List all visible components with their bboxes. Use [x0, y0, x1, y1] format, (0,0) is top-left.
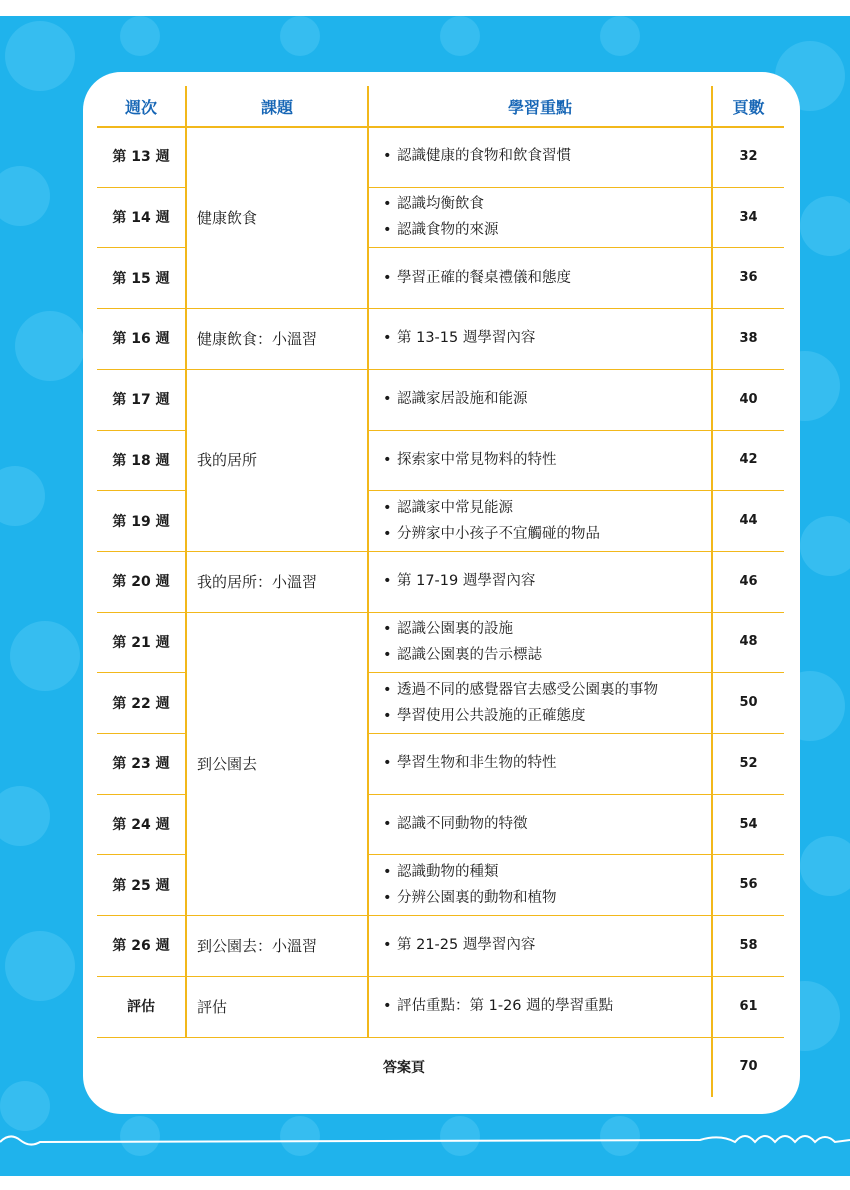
background-flower: [800, 196, 850, 256]
focus-item: • 認識公園裏的設施: [383, 616, 513, 642]
page-number: 48: [739, 634, 758, 650]
week-cell: 第 24 週: [112, 817, 170, 834]
focus-item: • 探索家中常見物料的特性: [383, 447, 557, 473]
topic-cell: 健康飲食：小溫習: [197, 329, 318, 348]
week-cell: 第 19 週: [112, 513, 170, 530]
week-cell: 第 18 週: [112, 452, 170, 469]
page-number: 46: [739, 573, 758, 589]
background-flower: [600, 16, 640, 56]
focus-item: • 認識動物的種類: [383, 859, 499, 885]
focus-item: • 學習使用公共設施的正確態度: [383, 703, 586, 729]
header-topic: 課題: [260, 97, 293, 117]
focus-cell: [369, 551, 711, 612]
page-number: 44: [739, 513, 758, 529]
week-cell: 第 16 週: [112, 331, 170, 348]
page-number: 38: [739, 330, 758, 346]
background-flower: [0, 466, 45, 526]
focus-cell: [369, 854, 711, 915]
topic-cell: 我的居所：小溫習: [197, 572, 318, 591]
focus-cell: [369, 490, 711, 551]
topic-cell: 到公園去：小溫習: [197, 936, 318, 955]
column-rule: [367, 86, 369, 1037]
top-margin: [0, 0, 850, 16]
page-number: 56: [739, 877, 758, 893]
focus-item: • 認識家中常見能源: [383, 495, 513, 521]
topic-cell: 到公園去: [197, 754, 258, 773]
focus-cell: [369, 430, 711, 491]
week-cell: 第 20 週: [112, 574, 170, 591]
answer-page-label: 答案頁: [383, 1059, 425, 1076]
focus-item: • 學習生物和非生物的特性: [383, 750, 557, 776]
focus-item: • 第 21-25 週學習內容: [383, 932, 535, 958]
week-cell: 評估: [127, 999, 155, 1016]
focus-item: • 認識健康的食物和飲食習慣: [383, 143, 571, 169]
page-number: 50: [739, 695, 758, 711]
page-number: 54: [739, 816, 758, 832]
focus-cell: [369, 794, 711, 855]
decorative-wave: [0, 1122, 850, 1152]
header-page: 頁數: [732, 97, 765, 117]
column-rule: [711, 86, 713, 1097]
background-flower: [800, 516, 850, 576]
page-number: 58: [739, 937, 758, 953]
page-number: 40: [739, 391, 758, 407]
focus-item: • 分辨家中小孩子不宜觸碰的物品: [383, 521, 600, 547]
focus-item: • 透過不同的感覺器官去感受公園裏的事物: [383, 677, 658, 703]
bottom-margin: [0, 1176, 850, 1190]
background-flower: [5, 21, 75, 91]
week-cell: 第 25 週: [112, 877, 170, 894]
focus-item: • 學習正確的餐桌禮儀和態度: [383, 265, 571, 291]
header-focus: 學習重點: [507, 97, 572, 117]
background-flower: [5, 931, 75, 1001]
background-flower: [800, 836, 850, 896]
column-rule: [185, 86, 187, 1037]
focus-item: • 認識不同動物的特徵: [383, 811, 528, 837]
week-cell: 第 21 週: [112, 634, 170, 651]
focus-cell: [369, 187, 711, 248]
background-flower: [15, 311, 85, 381]
week-cell: 第 26 週: [112, 938, 170, 955]
focus-item: • 認識家居設施和能源: [383, 386, 528, 412]
page-number: 52: [739, 755, 758, 771]
week-cell: 第 17 週: [112, 392, 170, 409]
focus-cell: [369, 733, 711, 794]
focus-item: • 第 13-15 週學習內容: [383, 325, 535, 351]
week-cell: 第 14 週: [112, 210, 170, 227]
focus-cell: [369, 247, 711, 308]
header-week: 週次: [124, 97, 157, 117]
week-cell: 第 23 週: [112, 756, 170, 773]
topic-cell: 健康飲食: [197, 208, 258, 227]
focus-cell: [369, 612, 711, 673]
focus-item: • 分辨公園裏的動物和植物: [383, 885, 557, 911]
week-cell: 第 22 週: [112, 695, 170, 712]
focus-item: • 認識均衡飲食: [383, 191, 484, 217]
background-flower: [120, 16, 160, 56]
page-number: 32: [739, 148, 758, 164]
topic-cell: 評估: [197, 997, 228, 1016]
background-flower: [10, 621, 80, 691]
focus-cell: [369, 976, 711, 1037]
focus-cell: [369, 915, 711, 976]
focus-item: • 認識公園裏的告示標誌: [383, 642, 542, 668]
page-number: 34: [739, 209, 758, 225]
focus-cell: [369, 126, 711, 187]
focus-cell: [369, 369, 711, 430]
background-flower: [280, 16, 320, 56]
focus-item: • 認識食物的來源: [383, 217, 499, 243]
background-flower: [0, 786, 50, 846]
focus-cell: [369, 672, 711, 733]
background-flower: [440, 16, 480, 56]
focus-item: • 評估重點：第 1-26 週的學習重點: [383, 993, 613, 1019]
focus-item: • 第 17-19 週學習內容: [383, 568, 535, 594]
background-flower: [0, 166, 50, 226]
focus-cell: [369, 308, 711, 369]
topic-cell: 我的居所: [197, 451, 258, 470]
week-cell: 第 13 週: [112, 149, 170, 166]
week-cell: 第 15 週: [112, 270, 170, 287]
page-number: 61: [739, 998, 758, 1014]
page-number: 42: [739, 452, 758, 468]
answer-page-number: 70: [739, 1059, 758, 1075]
page-number: 36: [739, 270, 758, 286]
